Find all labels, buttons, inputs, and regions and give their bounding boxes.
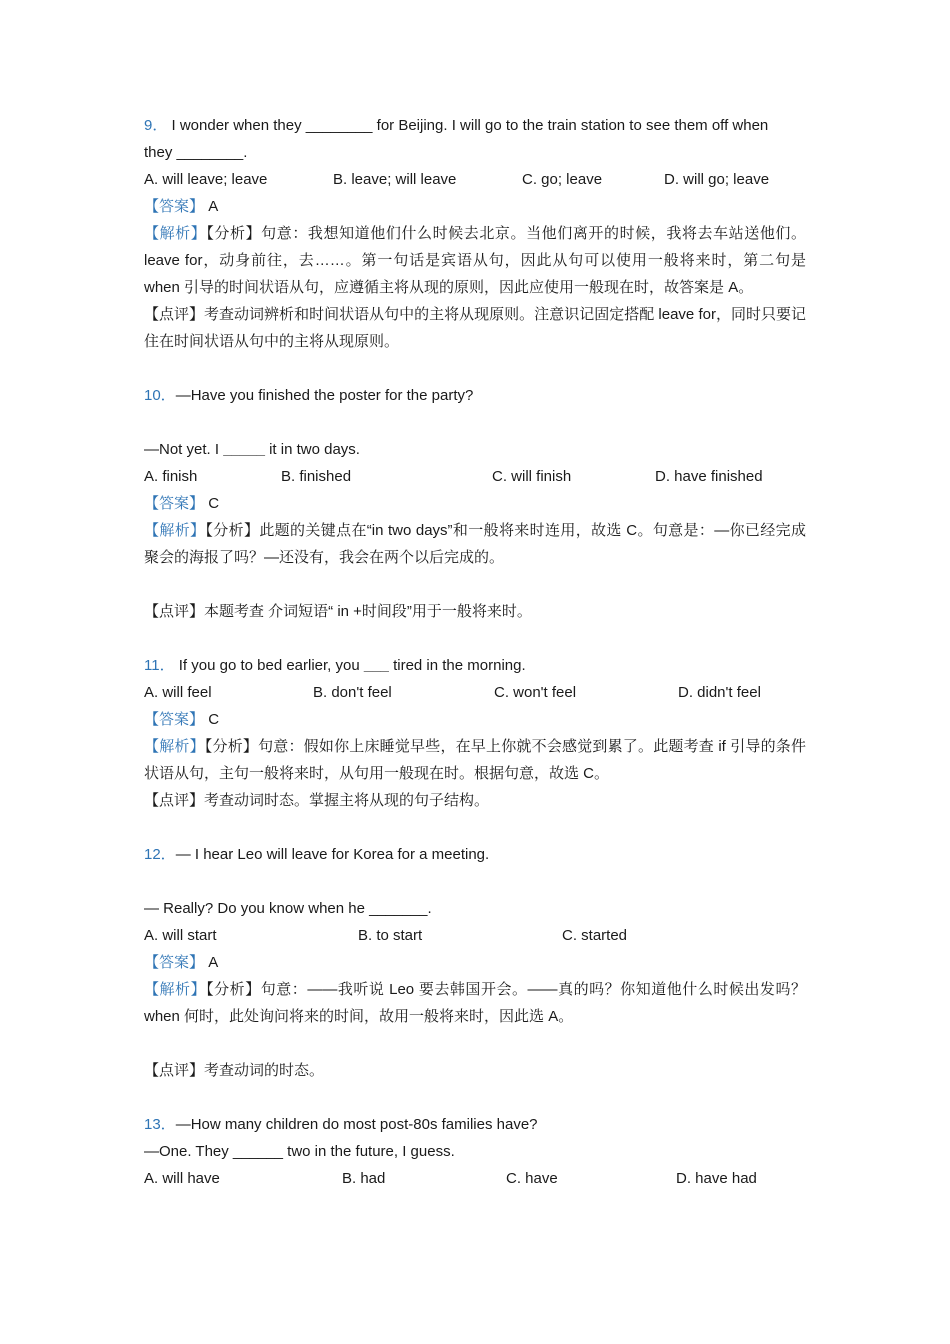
option-a: A. will start: [144, 927, 217, 944]
option-d: D. didn't feel: [678, 684, 761, 701]
question-text-cont: tired in the morning.: [388, 657, 526, 674]
option-c: C. won't feel: [494, 684, 577, 701]
comment-text: 【点评】本题考查 介词短语“ in +时间段”用于一般将来时。: [144, 603, 532, 620]
comment-text: 【点评】考查动词时态。掌握主将从现的句子结构。: [144, 792, 490, 809]
option-c: C. have: [506, 1170, 558, 1187]
question-number: 13．: [144, 1116, 176, 1133]
document-page: [144, 112, 806, 1192]
option-c: C. will finish: [492, 468, 572, 485]
comment-text: 【点评】考查动词的时态。: [144, 1062, 325, 1079]
answer-value: C: [208, 711, 220, 728]
answer-tag: 【答案】: [144, 711, 205, 728]
question-13: [144, 1111, 806, 1192]
analysis-tag: 【解析】: [144, 522, 206, 539]
answer-blank: ___: [363, 657, 389, 674]
options-row: [144, 166, 806, 193]
options-row: [144, 463, 806, 490]
option-b: B. had: [342, 1170, 386, 1187]
reply-text: —Not yet. I: [144, 441, 224, 458]
comment-text: 【点评】考查动词辨析和时间状语从句中的主将从现原则。注意识记固定搭配 leave for，同时只要记住在时间状语从句中的主将从现原则。: [144, 306, 806, 350]
analysis-text: 【分析】句意：假如你上床睡觉早些，在早上你就不会感觉到累了。此题考查 if 引导的条件状语从句，主句一般将来时，从句用一般现在时。根据句意，故选 C。: [144, 738, 806, 782]
options-row: [144, 922, 806, 949]
option-d: D. will go; leave: [664, 171, 770, 188]
option-a: A. will feel: [144, 684, 212, 701]
question-number: 10．: [144, 387, 176, 404]
options-row: [144, 679, 806, 706]
question-11: [144, 652, 806, 814]
question-text: —How many children do most post-80s families have?: [175, 1116, 538, 1133]
analysis-tag: 【解析】: [144, 225, 207, 242]
answer-blank: _____: [223, 441, 265, 458]
question-number: 11．: [144, 657, 175, 674]
question-number: 12．: [144, 846, 176, 863]
reply-text: —One. They ______ two in the future, I guess.: [144, 1143, 455, 1160]
answer-value: A: [208, 954, 219, 971]
question-12: [144, 841, 806, 1084]
answer-tag: 【答案】: [144, 198, 205, 215]
question-text-cont: they ________.: [144, 144, 248, 161]
option-b: B. leave; will leave: [333, 171, 457, 188]
reply-text: — Really? Do you know when he _______.: [144, 900, 432, 917]
analysis-text: 【分析】此题的关键点在“in two days”和一般将来时连用，故选 C。句意是：—你已经完成聚会的海报了吗？—还没有，我会在两个以后完成的。: [144, 522, 806, 566]
option-a: A. finish: [144, 468, 198, 485]
reply-text-cont: it in two days.: [264, 441, 360, 458]
question-text: — I hear Leo will leave for Korea for a meeting.: [175, 846, 490, 863]
option-c: C. go; leave: [522, 171, 603, 188]
answer-tag: 【答案】: [144, 495, 205, 512]
option-b: B. don't feel: [313, 684, 392, 701]
question-text: If you go to bed earlier, you: [178, 657, 364, 674]
question-10: [144, 382, 806, 625]
analysis-tag: 【解析】: [144, 981, 207, 998]
question-9: [144, 112, 806, 355]
option-a: A. will have: [144, 1170, 220, 1187]
answer-value: A: [208, 198, 219, 215]
option-d: D. have had: [676, 1170, 757, 1187]
question-number: 9．: [144, 117, 168, 134]
option-d: D. have finished: [655, 468, 763, 485]
analysis-text: 【分析】句意：我想知道他们什么时候去北京。当他们离开的时候，我将去车站送他们。leave for，动身前往，去……。第一句话是宾语从句，因此从句可以使用一般将来时，第二句是 when 引导的时间状语从句，应遵循主将从现的原则，因此应使用一般现在时，故答案是 A。: [144, 225, 806, 296]
question-text: I wonder when they ________ for Beijing. I will go to the train station to see them off when: [171, 117, 769, 134]
option-b: B. finished: [281, 468, 352, 485]
question-text: —Have you finished the poster for the party?: [175, 387, 474, 404]
option-a: A. will leave; leave: [144, 171, 268, 188]
analysis-text: 【分析】句意：——我听说 Leo 要去韩国开会。——真的吗？你知道他什么时候出发吗？when 何时，此处询问将来的时间，故用一般将来时，因此选 A。: [144, 981, 806, 1025]
analysis-tag: 【解析】: [144, 738, 205, 755]
answer-tag: 【答案】: [144, 954, 205, 971]
options-row: [144, 1165, 806, 1192]
option-b: B. to start: [358, 927, 423, 944]
option-c: C. started: [562, 927, 628, 944]
answer-value: C: [208, 495, 220, 512]
